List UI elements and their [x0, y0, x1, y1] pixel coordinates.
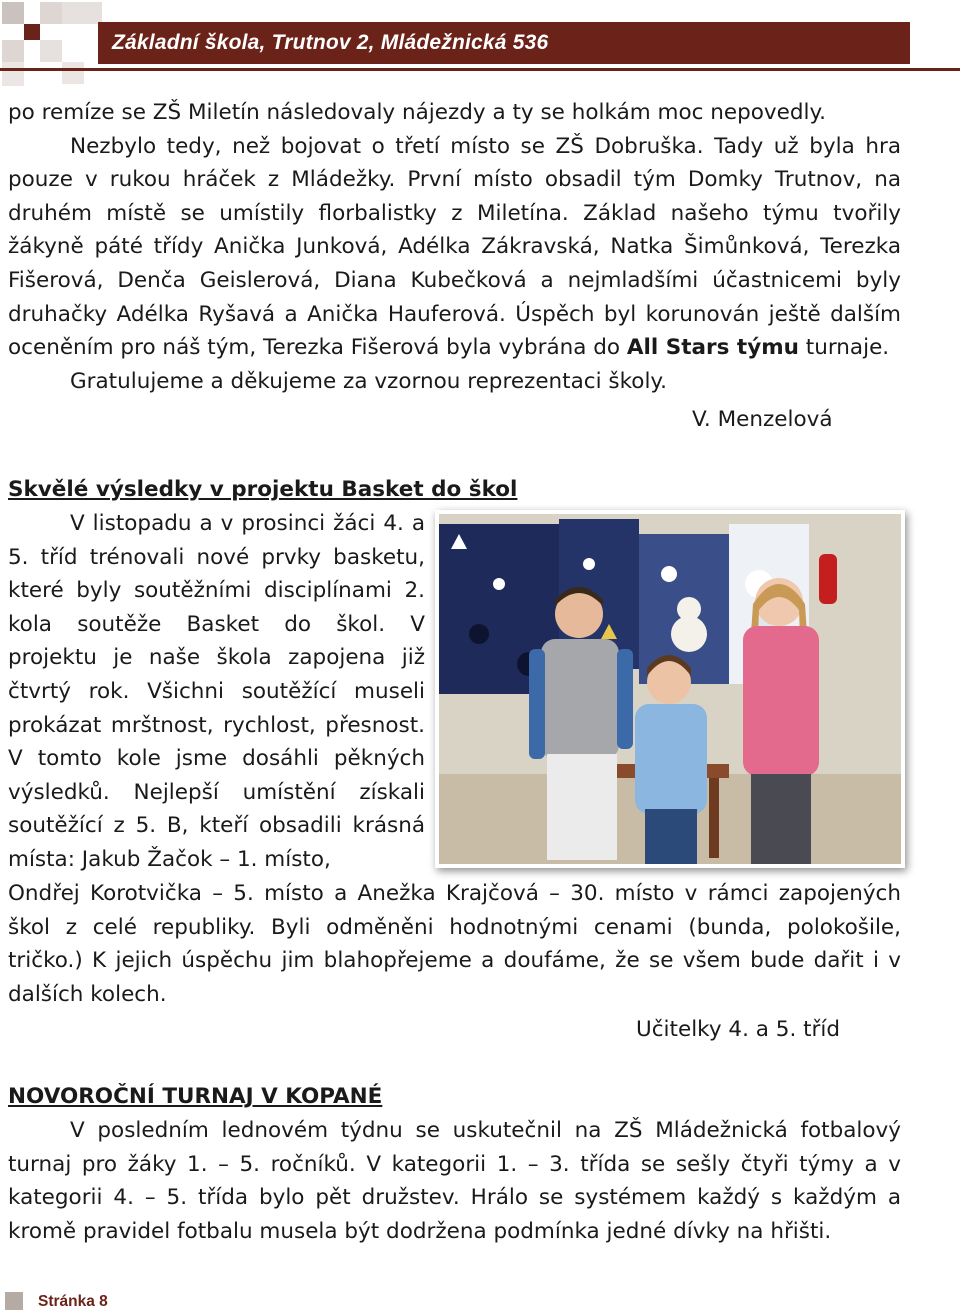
article-2-paragraph-left: V listopadu a v prosinci žáci 4. a 5. tříd trénovali nové prvky basketu, které byly soutěžními disciplínami 2. kola soutěže Basket do škol. V projektu je naše škola zapojena již čtvrtý rok. Všichni soutěžící museli prokázat mrštnost, rychlost, přesnost. V tomto kole jsme dosáhli pěkných výsledků. Nejlepší umístění získali soutěžící z 5. B, kteří obsadili krásná místa: Jakub Žačok – 1. místo,: [8, 511, 425, 872]
article-1-paragraph: [8, 130, 901, 365]
header-decoration: [0, 0, 110, 90]
article-1-text: Nezbylo tedy, než bojovat o třetí místo se ZŠ Dobruška. Tady už byla hra pouze v rukou hráček z Mládežky. První místo obsadil tým Domky Trutnov, na druhém místě se umístily florbalistky z Miletína. Základ našeho týmu tvořily žákyně páté třídy Anička Junková, Adélka Zákravská, Natka Šimůnková, Terezka Fišerová, Denča Geislerová, Diana Kubečková a nejmladšími účastnicemi byly druhačky Adélka Ryšavá a Anička Hauferová. Úspěch byl korunován ještě dalším oceněním pro náš tým, Terezka Fišerová byla vybrána do: [8, 133, 901, 361]
article-2-full-column: [8, 877, 901, 1011]
article-1-text-end: turnaje.: [798, 335, 890, 361]
students-photo: [435, 510, 905, 868]
header-title: Základní škola, Trutnov 2, Mládežnická 536: [98, 22, 910, 64]
article-2-signature: Učitelky 4. a 5. tříd: [636, 1017, 840, 1042]
article-2-paragraph-full: Ondřej Korotvička – 5. místo a Anežka Krajčová – 30. místo v rámci zapojených škol z celé republiky. Byli odměněni hodnotnými cenami (bunda, polokošile, tričko.) K jejich úspěchu jim blahopřejeme a doufáme, že se všem bude dařit i v dalších kolech.: [8, 881, 901, 1007]
article-2-left-column: [8, 507, 425, 877]
article-3-body: [8, 1114, 901, 1248]
article-2-title: Skvělé výsledky v projektu Basket do škol: [8, 477, 518, 502]
all-stars-highlight: All Stars týmu: [626, 335, 799, 361]
article-1-signature: V. Menzelová: [692, 407, 833, 432]
article-1-line-1: po remíze se ZŠ Miletín následovaly nájezdy a ty se holkám moc nepovedly.: [8, 100, 826, 125]
students-photo-image: [439, 514, 901, 864]
article-1-body: [8, 96, 901, 398]
article-3-title: NOVOROČNÍ TURNAJ V KOPANÉ: [8, 1084, 383, 1109]
footer-decoration: [5, 1292, 23, 1310]
header-divider: [0, 68, 960, 71]
page-number: Stránka 8: [38, 1293, 108, 1310]
article-1-closing: Gratulujeme a děkujeme za vzornou reprezentaci školy.: [70, 368, 667, 394]
article-3-paragraph: V posledním lednovém týdnu se uskutečnil na ZŠ Mládežnická fotbalový turnaj pro žáky 1. – 5. ročníků. V kategorii 1. – 3. třída se sešly čtyři týmy a v kategorii 4. – 5. třída bylo pět družstev. Hrálo se systémem každý s každým a kromě pravidel fotbalu musela být dodržena podmínka jedné dívky na hřišti.: [8, 1118, 901, 1244]
